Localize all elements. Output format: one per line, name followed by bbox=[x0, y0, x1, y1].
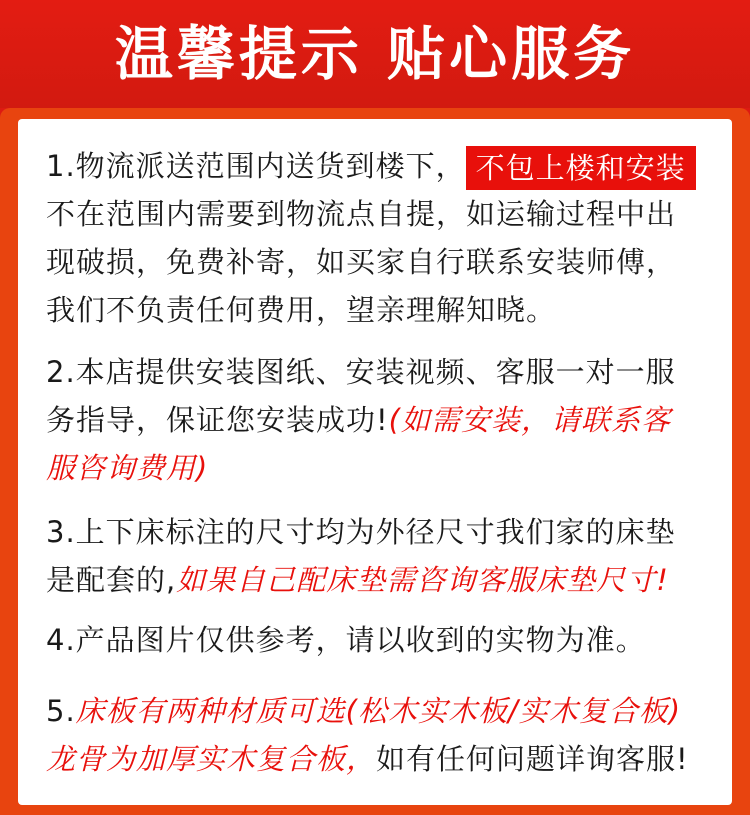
note-line: 4.产品图片仅供参考，请以收到的实物为准。 bbox=[46, 623, 646, 657]
notice-card bbox=[18, 119, 732, 805]
note-line: 我们不负责任何费用，望亲理解知晓。 bbox=[46, 293, 557, 327]
note-line: 现破损，免费补寄，如买家自行联系安装师傅， bbox=[46, 245, 677, 279]
note-line: 务指导，保证您安装成功!(如需安装，请联系客 bbox=[46, 403, 671, 437]
note-line: 服咨询费用) bbox=[46, 451, 209, 485]
note-line: 是配套的,如果自己配床垫需咨询客服床垫尺寸! bbox=[46, 563, 669, 597]
note-3 bbox=[46, 508, 724, 604]
note-line: 1.物流派送范围内送货到楼下， 不包上楼和安装 bbox=[46, 142, 724, 190]
header-banner bbox=[0, 0, 750, 108]
note-1 bbox=[46, 142, 724, 334]
note-2 bbox=[46, 348, 724, 492]
note-line: 2.本店提供安装图纸、安装视频、客服一对一服 bbox=[46, 355, 676, 389]
note-5 bbox=[46, 687, 724, 783]
page-title: 温馨提示 贴心服务 bbox=[114, 20, 636, 88]
note-line: 3.上下床标注的尺寸均为外径尺寸我们家的床垫 bbox=[46, 515, 676, 549]
note-line: 5.床板有两种材质可选(松木实木板/实木复合板) bbox=[46, 694, 682, 728]
note-4 bbox=[46, 616, 724, 664]
no-install-tag: 不包上楼和安装 bbox=[466, 146, 696, 190]
note-line: 不在范围内需要到物流点自提，如运输过程中出 bbox=[46, 197, 677, 231]
note-line: 龙骨为加厚实木复合板，如有任何问题详询客服! bbox=[46, 742, 689, 776]
